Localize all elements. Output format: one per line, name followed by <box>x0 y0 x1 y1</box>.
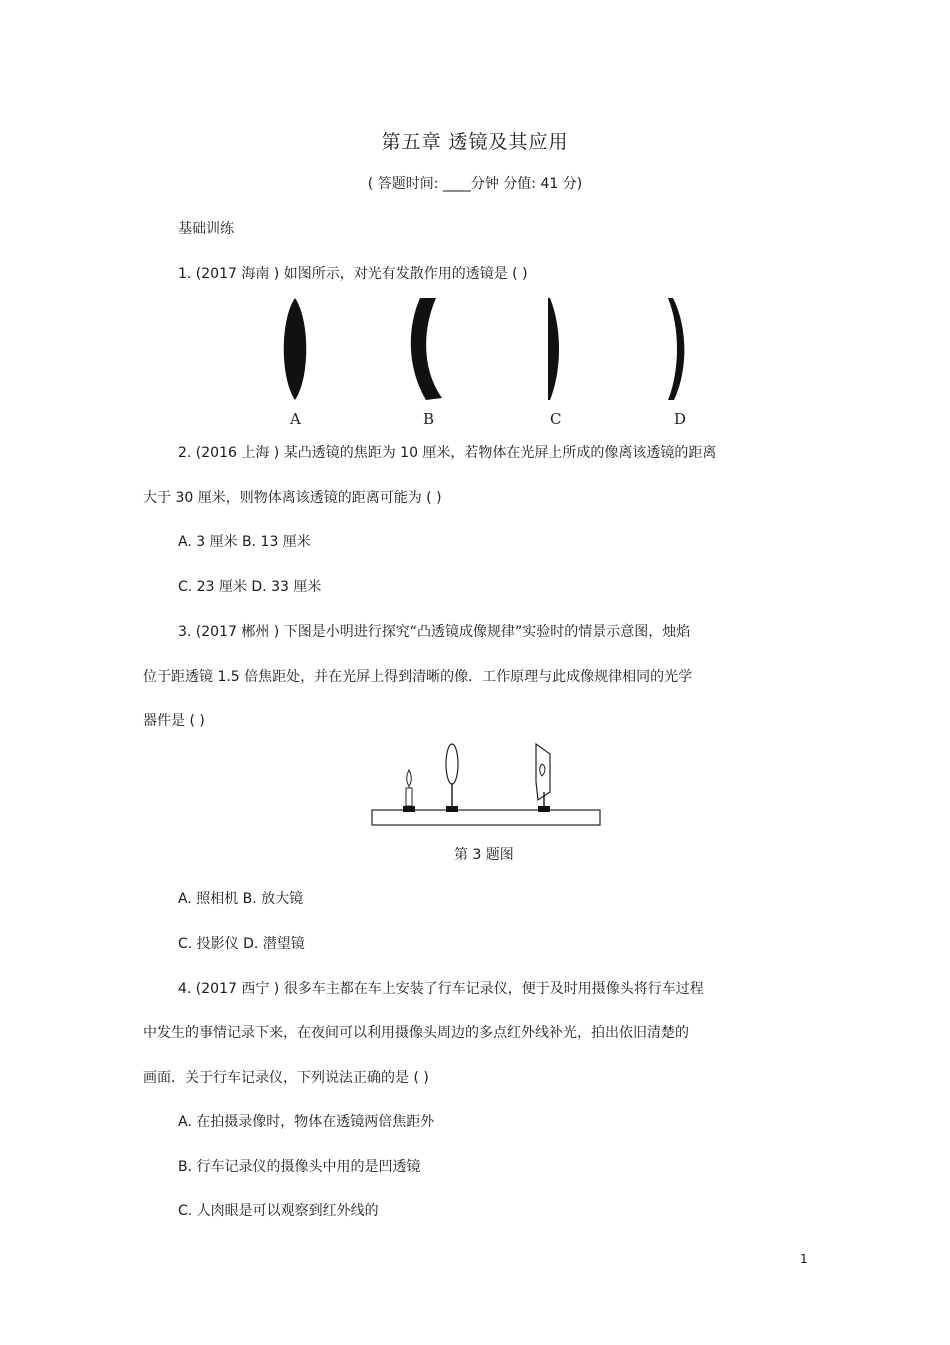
lens-label-b: B <box>423 410 435 428</box>
lens-label-c: C <box>550 410 562 428</box>
section-heading: 基础训练 <box>178 221 234 237</box>
page-subtitle: ( 答题时间: ____分钟 分值: 41 分) <box>367 176 583 192</box>
question-2-options-cd: C. 23 厘米 D. 33 厘米 <box>178 579 322 595</box>
question-3-line-1: 3. (2017 郴州 ) 下图是小明进行探究“凸透镜成像规律”实验时的情景示意图，烛焰 <box>178 624 691 640</box>
question-4-option-b: B. 行车记录仪的摄像头中用的是凹透镜 <box>178 1159 421 1175</box>
figure-3-caption: 第 3 题图 <box>454 847 514 863</box>
question-4-line-1: 4. (2017 西宁 ) 很多车主都在车上安装了行车记录仪，便于及时用摄像头将行车过程 <box>178 981 704 997</box>
question-2-line-1: 2. (2016 上海 ) 某凸透镜的焦距为 10 厘米，若物体在光屏上所成的像离该透镜的距离 <box>178 445 717 461</box>
question-4-option-a: A. 在拍摄录像时，物体在透镜两倍焦距外 <box>178 1114 435 1130</box>
question-1: 1. (2017 海南 ) 如图所示，对光有发散作用的透镜是 ( ) <box>178 266 528 282</box>
question-2-options-ab: A. 3 厘米 B. 13 厘米 <box>178 534 311 550</box>
question-3-line-3: 器件是 ( ) <box>143 713 205 729</box>
lens-label-d: D <box>674 410 687 428</box>
page-title: 第五章 透镜及其应用 <box>381 131 569 153</box>
optical-bench <box>372 810 600 825</box>
lens-label-a: A <box>290 410 301 428</box>
lens-b-concave <box>411 298 442 400</box>
candle <box>403 770 415 812</box>
question-4-option-c: C. 人肉眼是可以观察到红外线的 <box>178 1203 379 1219</box>
question-3-options-ab: A. 照相机 B. 放大镜 <box>178 891 304 907</box>
convex-lens <box>446 744 458 812</box>
question-3-options-cd: C. 投影仪 D. 潜望镜 <box>178 936 305 952</box>
question-3-line-2: 位于距透镜 1.5 倍焦距处，并在光屏上得到清晰的像．工作原理与此成像规律相同的光学 <box>143 669 693 685</box>
question-4-line-2: 中发生的事情记录下来，在夜间可以利用摄像头周边的多点红外线补光，拍出依旧清楚的 <box>143 1025 689 1041</box>
lens-a-convex <box>284 298 307 400</box>
question-2-line-2: 大于 30 厘米，则物体离该透镜的距离可能为 ( ) <box>143 490 442 506</box>
lens-c-plano-convex <box>548 298 559 400</box>
page-number: 1 <box>800 1252 808 1266</box>
question-4-line-3: 画面．关于行车记录仪，下列说法正确的是 ( ) <box>143 1070 429 1086</box>
light-screen <box>536 744 550 812</box>
lens-figure <box>270 290 700 430</box>
lens-d-meniscus <box>668 298 684 400</box>
optical-bench-figure <box>368 740 604 832</box>
